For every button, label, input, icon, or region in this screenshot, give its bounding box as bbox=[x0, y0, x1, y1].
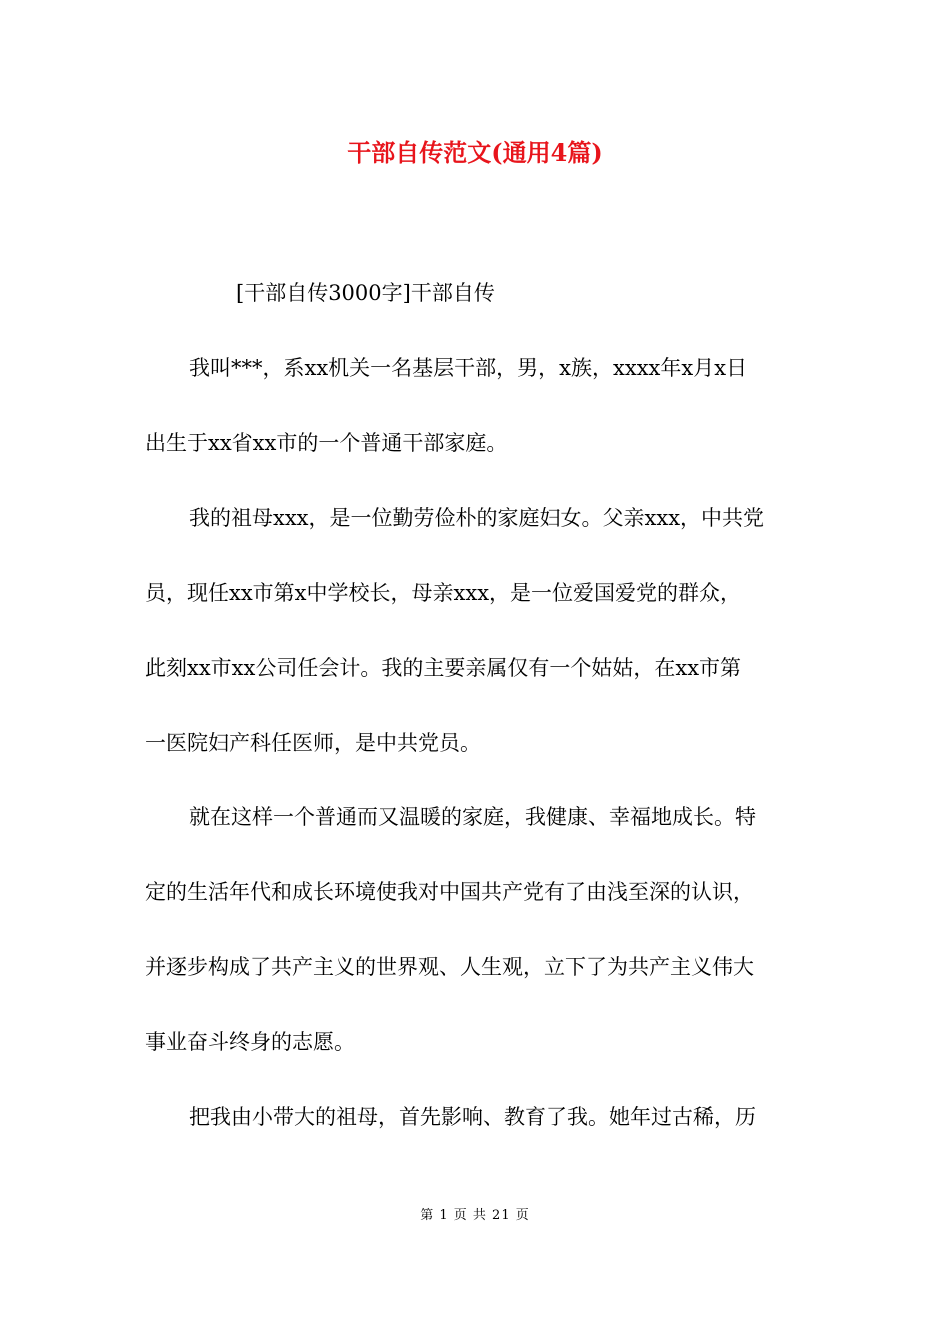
paragraph-line: 一医院妇产科任医师，是中共党员。 bbox=[145, 731, 481, 755]
paragraph-line: 我叫***，系xx机关一名基层干部，男，x族，xxxx年x月x日 bbox=[189, 356, 748, 380]
paragraph-line: 事业奋斗终身的志愿。 bbox=[145, 1030, 355, 1054]
paragraph-line: 员，现任xx市第x中学校长，母亲xxx，是一位爱国爱党的群众， bbox=[145, 581, 742, 605]
paragraph-line: 定的生活年代和成长环境使我对中国共产党有了由浅至深的认识， bbox=[145, 880, 754, 904]
paragraph-line: 把我由小带大的祖母，首先影响、教育了我。她年过古稀，历 bbox=[189, 1105, 756, 1129]
paragraph-line: 就在这样一个普通而又温暖的家庭，我健康、幸福地成长。特 bbox=[189, 805, 756, 829]
paragraph-line: 出生于xx省xx市的一个普通干部家庭。 bbox=[145, 431, 508, 455]
paragraph-line: 此刻xx市xx公司任会计。我的主要亲属仅有一个姑姑，在xx市第 bbox=[145, 656, 742, 680]
document-subtitle: [干部自传3000字]干部自传 bbox=[236, 281, 495, 305]
paragraph-line: 并逐步构成了共产主义的世界观、人生观，立下了为共产主义伟大 bbox=[145, 955, 754, 979]
page-footer: 第 1 页 共 21 页 bbox=[420, 1208, 530, 1223]
paragraph-line: 我的祖母xxx，是一位勤劳俭朴的家庭妇女。父亲xxx，中共党 bbox=[189, 506, 765, 530]
document-title: 干部自传范文(通用4篇) bbox=[347, 138, 603, 167]
